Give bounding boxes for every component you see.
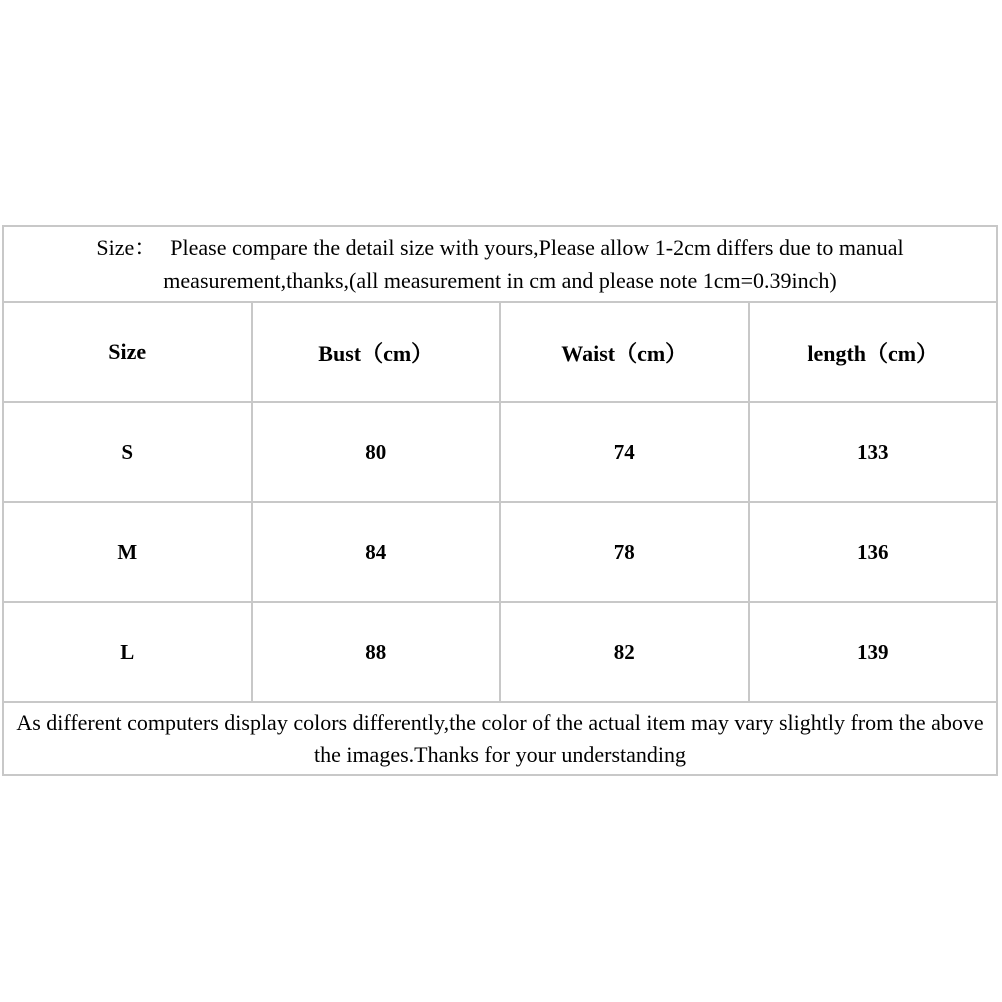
cell-size-s: S (3, 402, 252, 502)
table-row-s (3, 402, 997, 502)
cell-size-m: M (3, 502, 252, 602)
cell-bust-s: 80 (252, 402, 501, 502)
cell-bust-m: 84 (252, 502, 501, 602)
table-header-row (3, 302, 997, 402)
table-row-m (3, 502, 997, 602)
note-row (3, 226, 997, 302)
cell-waist-m: 78 (500, 502, 749, 602)
disclaimer-line-1: As different computers display colors differently,the color of the actual item may vary slightly from the above (16, 709, 984, 735)
note-text-line-1: Please compare the detail size with yours,Please allow 1-2cm differs due to manual (170, 235, 904, 260)
color-disclaimer (3, 702, 997, 775)
note-line-2 (4, 264, 996, 297)
column-header-size: Size (3, 302, 252, 402)
table-row-l (3, 602, 997, 702)
measurement-note (3, 226, 997, 302)
column-header-waist: Waist（cm） (500, 302, 749, 402)
cell-waist-s: 74 (500, 402, 749, 502)
size-chart (2, 225, 998, 776)
cell-size-l: L (3, 602, 252, 702)
size-chart-table (2, 225, 998, 776)
note-text-line-2: measurement,thanks,(all measurement in cm and please note 1cm=0.39inch) (163, 268, 837, 293)
cell-length-l: 139 (749, 602, 998, 702)
disclaimer-line-2: the images.Thanks for your understanding (313, 741, 687, 767)
cell-waist-l: 82 (500, 602, 749, 702)
footer-row (3, 702, 997, 775)
cell-length-m: 136 (749, 502, 998, 602)
cell-bust-l: 88 (252, 602, 501, 702)
note-size-label: Size： (96, 235, 157, 260)
note-line-1 (4, 231, 996, 264)
column-header-length: length（cm） (749, 302, 998, 402)
cell-length-s: 133 (749, 402, 998, 502)
column-header-bust: Bust（cm） (252, 302, 501, 402)
